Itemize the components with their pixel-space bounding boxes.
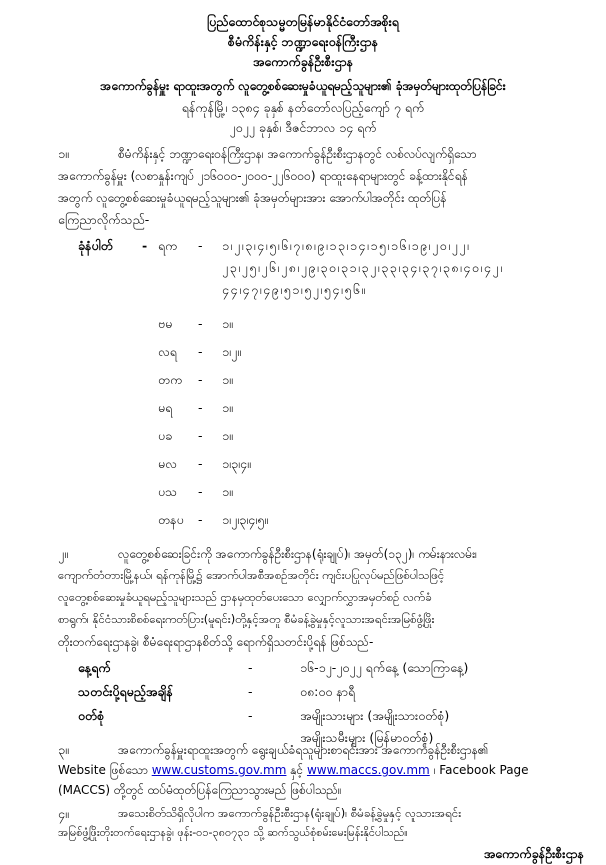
seat-values-rk-3: ၄၄၊၄၇၊၄၉၊၅၁၊၅၂၊၅၄၊၅၆။ xyxy=(222,282,367,297)
para1-line-3: အတွက် လူတွေ့စစ်ဆေးမှုခံယူရမည့်သူများ၏ ခုံအမှတ်များအား အောက်ပါအတိုင်း ထုတ်ပြန် xyxy=(58,191,447,205)
government-heading: ပြည်ထောင်စုသမ္မတမြန်မာနိုင်ငံတော်အစိုးရ xyxy=(207,14,399,29)
seat-dash-my: - xyxy=(198,400,203,415)
schedule-dash-time: - xyxy=(248,684,253,699)
seat-values-ps: ၁။ xyxy=(222,484,233,499)
schedule-value-time: ၀၈:၀၀ နာရီ xyxy=(300,684,356,699)
seat-dash-ly: - xyxy=(198,344,203,359)
para4-number: ၄။ xyxy=(58,806,69,821)
signature: အကောက်ခွန်ဦးစီးဌာန xyxy=(478,846,584,865)
document-title: အကောက်ခွန်မှူး ရာထူးအတွက် လူတွေ့စစ်ဆေးမှုခံယူရမည့်သူများ၏ ခုံအမှတ်များထုတ်ပြန်ခြင်း xyxy=(100,79,506,93)
ministry-heading: စီမံကိန်းနှင့် ဘဏ္ဍာရေးဝန်ကြီးဌာန xyxy=(227,34,379,49)
customs-website-link[interactable]: www.customs.gov.mm xyxy=(151,763,287,777)
para2-line-5: တိုးတက်ရေးဌာနခွဲ၊ စီမံရေးရာဌာနစိတ်သို့ ရောက်ရှိသတင်းပို့ရန် ဖြစ်သည်- xyxy=(58,635,374,649)
seat-dash-tk: - xyxy=(198,372,203,387)
date-gregorian: ၂၀၂၂ ခုနှစ်၊ ဒီဇင်ဘာလ ၁၄ ရက် xyxy=(229,120,377,135)
seat-dash-pk: - xyxy=(198,428,203,443)
seat-values-tk: ၁။ xyxy=(222,372,233,387)
schedule-value-dress-women: အမျိုးသမီးများ (မြန်မာဝတ်စုံ) xyxy=(300,730,434,745)
seat-values-my: ၁။ xyxy=(222,400,233,415)
schedule-label-dress: ဝတ်စုံ xyxy=(78,708,105,723)
seat-prefix-my: မရ xyxy=(158,400,173,415)
schedule-value-date: ၁၆-၁၂-၂၀၂၂ ရက်နေ့ (သောကြာနေ့) xyxy=(300,660,469,675)
schedule-label-date: နေ့ရက် xyxy=(78,660,111,675)
para3-line-1: အကောက်ခွန်မှူးရာထူးအတွက် ရွေးချယ်ခံရသူများစာရင်းအား အကောက်ခွန်ဦးစီးဌာန၏ xyxy=(118,743,489,757)
seat-number-label: ခုံနံပါတ် xyxy=(78,238,113,253)
seat-prefix-pk: ပခ xyxy=(158,428,173,443)
para1-line-4: ကြေညာလိုက်သည်- xyxy=(58,212,150,227)
para4-line-1: အသေးစိတ်သိရှိလိုပါက အကောက်ခွန်ဦးစီးဌာန(ရုံးချုပ်)၊ စီမံခန့်ခွဲမှုနှင့် လူသားအရင်း xyxy=(118,806,462,820)
seat-values-tnp: ၁၊၂၊၃၊၄၊၅။ xyxy=(222,512,268,527)
seat-prefix-ps: ပသ xyxy=(158,484,178,499)
para1-line-1: စီမံကိန်းနှင့် ဘဏ္ဍာရေးဝန်ကြီးဌာန၊ အကောက်ခွန်ဦးစီးဌာနတွင် လစ်လပ်လျက်ရှိသော xyxy=(118,147,477,161)
para1-line-2: အကောက်ခွန်မှူး (လစာနှုန်းကျပ် ၂၁၆၀၀၀-၂၀၀၀-၂၂၆၀၀၀) ရာထူးနေရာများတွင် ခန့်ထားနိုင်ရန် xyxy=(58,169,468,183)
para2-line-2: ကျောက်တံတားမြို့နယ်၊ ရန်ကုန်မြို့၌ အောက်ပါအစီအစဉ်အတိုင်း ကျင်းပပြုလုပ်မည်ဖြစ်ပါသဖြင့် xyxy=(58,568,445,582)
para3-facebook-text: ၊ Facebook Page xyxy=(433,763,529,777)
para3-line-2 xyxy=(58,762,529,780)
para3-and-text: နှင့် xyxy=(290,763,304,777)
seat-values-pk: ၁။ xyxy=(222,428,233,443)
seat-dash-ml: - xyxy=(198,456,203,471)
seat-dash-tnp: - xyxy=(198,512,203,527)
schedule-dash-dress: - xyxy=(248,708,253,723)
para2-line-4: စာရွက်၊ နိုင်ငံသားစိစစ်ရေးကတ်ပြား(မူရင်း)တို့နှင့်အတူ စီမံခန့်ခွဲမှုနှင့်လူသားအရင်းအမြစ်ဖွံ့ဖြိုး xyxy=(58,612,435,626)
para2-number: ၂။ xyxy=(58,546,68,561)
para2-line-1: လူတွေ့စစ်ဆေးခြင်းကို အကောက်ခွန်ဦးစီးဌာန(ရုံးချုပ်)၊ အမှတ်(၁၃၂)၊ ကမ်းနားလမ်း၊ xyxy=(118,547,478,561)
schedule-value-dress-men: အမျိုးသားများ (အမျိုးသားဝတ်စုံ) xyxy=(300,708,450,723)
seat-values-ml: ၁၊၃၊၄။ xyxy=(222,456,251,471)
para3-line-3: (MACCS) တို့တွင် ထပ်မံထုတ်ပြန်ကြေညာသွားမည် ဖြစ်ပါသည်။ xyxy=(58,783,342,797)
para3-number: ၃။ xyxy=(58,742,69,757)
seat-values-ly: ၁၊၂။ xyxy=(222,344,241,359)
seat-values-bm: ၁။ xyxy=(222,316,233,331)
para3-website-text: Website ဖြစ်သော xyxy=(58,763,148,777)
para1-number: ၁။ xyxy=(58,146,69,161)
seat-number-label-dash: - xyxy=(142,238,148,253)
seat-dash-bm: - xyxy=(198,316,203,331)
seat-prefix-ly: လရ xyxy=(158,344,177,359)
maccs-website-link[interactable]: www.maccs.gov.mm xyxy=(306,763,430,777)
para2-line-3: လူတွေ့စစ်ဆေးမှုခံယူရမည့်သူများသည် ဌာနမှထုတ်ပေးသော လျှောက်လွှာအမှတ်စဉ် လက်ခံ xyxy=(58,590,432,604)
seat-prefix-tk: တက xyxy=(158,372,183,387)
seat-prefix-tnp: တနပ xyxy=(158,512,184,527)
department-heading: အကောက်ခွန်ဦးစီးဌာန xyxy=(252,54,354,69)
seat-prefix-ml: မလ xyxy=(158,456,177,471)
seat-values-rk-2: ၂၃၊၂၅၊၂၆၊၂၈၊၂၉၊၃၀၊၃၁၊၃၂၊၃၃၊၃၄၊၃၇၊၃၈၊၄၀၊၄၂၊ xyxy=(222,260,504,275)
seat-prefix-rk: ရက xyxy=(158,238,178,253)
para4-line-2: အမြစ်ဖွံ့ဖြိုးတိုးတက်ရေးဌာနခွဲ၊ ဖုန်း-၀၁-၃၈၀၇၃၁ သို့ ဆက်သွယ်စုံစမ်းမေးမြန်းနိုင်ပါသည်။ xyxy=(58,826,408,839)
seat-prefix-bm: ဗမ xyxy=(158,316,173,331)
date-myanmar: ရန်ကုန်မြို့၊ ၁၃၈၄ ခုနှစ် နတ်တော်လပြည့်ကျော် ၇ ရက် xyxy=(181,100,425,115)
schedule-dash-date: - xyxy=(248,660,253,675)
seat-dash-ps: - xyxy=(198,484,203,499)
schedule-label-time: သတင်းပို့ရမည့်အချိန် xyxy=(78,684,173,699)
seat-dash-rk: - xyxy=(198,238,203,253)
seat-values-rk-1: ၁၊၂၊၃၊၄၊၅၊၆၊၇၊၈၊၉၊၁၃၊၁၄၊၁၅၊၁၆၊၁၉၊၂၀၊၂၂၊ xyxy=(222,238,471,253)
